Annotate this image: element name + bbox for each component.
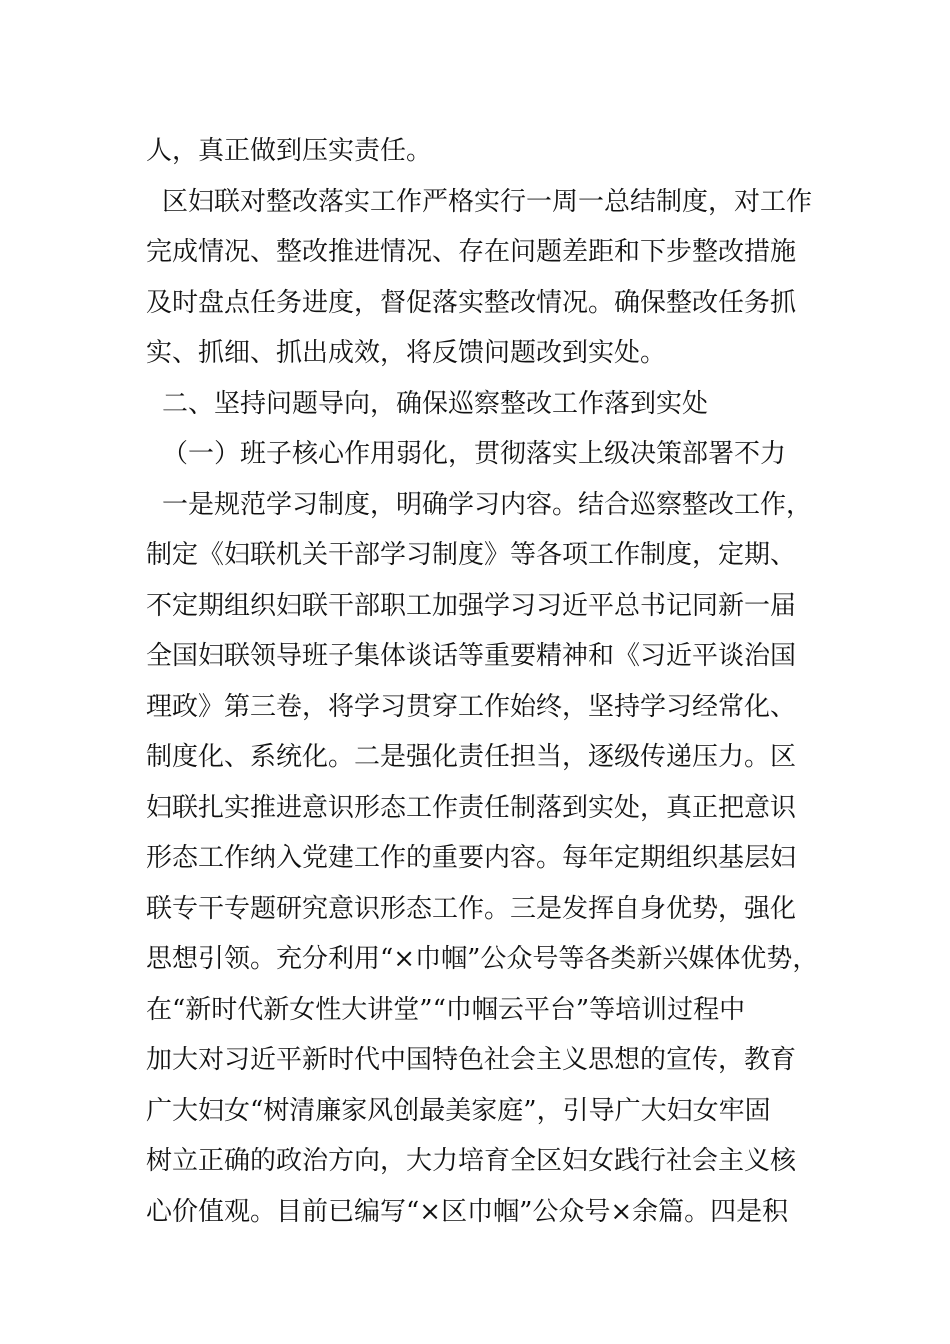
text-line-10: 不定期组织妇联干部职工加强学习习近平总书记同新一届: [146, 590, 797, 621]
text-line-17: 思想引领。充分利用“×巾帼”公众号等各类新兴媒体优势，: [146, 944, 819, 974]
text-line-14: 妇联扎实推进意识形态工作责任制落到实处，真正把意识: [146, 792, 797, 823]
text-line-3: 完成情况、整改推进情况、存在问题差距和下步整改措施: [146, 237, 797, 267]
text-line-5: 实、抓细、抓出成效，将反馈问题改到实处。: [146, 338, 667, 368]
subsection-heading: （一）班子核心作用弱化，贯彻落实上级决策部署不力: [162, 439, 787, 469]
section-heading: 二、坚持问题导向，确保巡察整改工作落到实处: [162, 388, 709, 419]
text-line-19: 加大对习近平新时代中国特色社会主义思想的宣传，教育: [146, 1045, 797, 1075]
text-line-20: 广大妇女“树清廉家风创最美家庭”，引导广大妇女牢固: [146, 1095, 771, 1126]
document-body: [146, 126, 826, 1237]
paragraph-start-line: 区妇联对整改落实工作严格实行一周一总结制度，对工作: [162, 186, 813, 217]
text-line-16: 联专干专题研究意识形态工作。三是发挥自身优势，强化: [146, 893, 797, 924]
text-line-4: 及时盘点任务进度，督促落实整改情况。确保整改任务抓: [146, 287, 797, 318]
text-line-13: 制度化、系统化。二是强化责任担当，逐级传递压力。区: [146, 742, 797, 772]
paragraph-start-line: 一是规范学习制度，明确学习内容。结合巡察整改工作，: [162, 489, 813, 520]
text-line-15: 形态工作纳入党建工作的重要内容。每年定期组织基层妇: [146, 843, 797, 873]
text-line-12: 理政》第三卷，将学习贯穿工作始终，坚持学习经常化、: [146, 691, 797, 722]
text-line-9: 制定《妇联机关干部学习制度》等各项工作制度，定期、: [146, 540, 797, 570]
text-line-11: 全国妇联领导班子集体谈话等重要精神和《习近平谈治国: [146, 641, 797, 671]
text-line-21: 树立正确的政治方向，大力培育全区妇女践行社会主义核: [146, 1146, 797, 1176]
text-line-22: 心价值观。目前已编写“×区巾帼”公众号×余篇。四是积: [146, 1196, 789, 1227]
text-line-18: 在“新时代新女性大讲堂”“巾帼云平台”等培训过程中: [146, 994, 746, 1025]
text-line-1: 人，真正做到压实责任。: [146, 136, 433, 166]
